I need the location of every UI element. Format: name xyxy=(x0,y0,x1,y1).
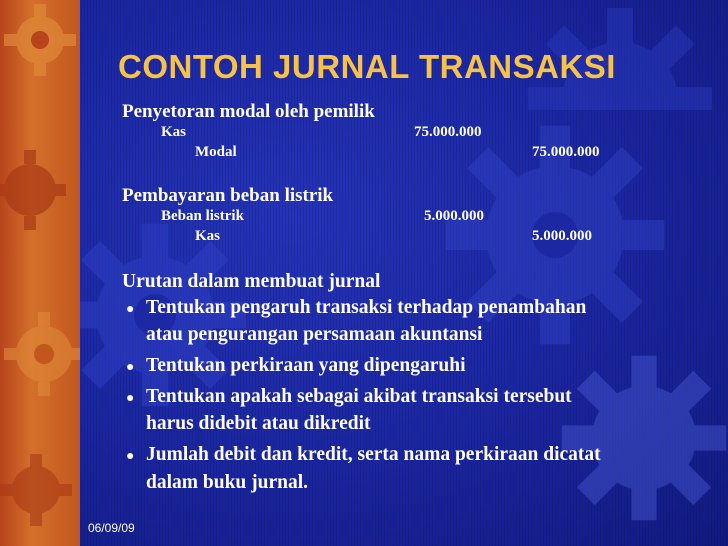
gear-icon xyxy=(0,290,80,420)
entry1-heading: Penyetoran modal oleh pemilik xyxy=(122,101,375,122)
entry2-debit-amount: 5.000.000 xyxy=(424,208,484,224)
gear-icon xyxy=(560,330,728,546)
step3-line1: Tentukan apakah sebagai akibat transaksi tersebut xyxy=(146,386,572,407)
slide-title: CONTOH JURNAL TRANSAKSI xyxy=(118,48,616,85)
bullet-icon: ● xyxy=(126,391,135,406)
entry2-heading: Pembayaran beban listrik xyxy=(122,185,334,206)
bullet-icon: ● xyxy=(126,360,135,375)
step1-line2: atau pengurangan persamaan akuntansi xyxy=(146,324,483,345)
entry2-debit-account: Beban listrik xyxy=(161,208,244,224)
entry2-credit-amount: 5.000.000 xyxy=(532,228,592,244)
gear-icon xyxy=(0,440,80,546)
entry1-credit-account: Modal xyxy=(195,144,237,160)
entry2-credit-account: Kas xyxy=(195,228,221,244)
step3-line2: harus didebit atau dikredit xyxy=(146,413,371,434)
step4-line2: dalam buku jurnal. xyxy=(146,472,309,493)
step4-line1: Jumlah debit dan kredit, serta nama perkiraan dicatat xyxy=(146,444,601,465)
bullet-icon: ● xyxy=(126,302,135,317)
gear-icon xyxy=(0,130,80,250)
left-decorative-strip xyxy=(0,0,80,546)
steps-heading: Urutan dalam membuat jurnal xyxy=(122,271,381,292)
entry1-credit-amount: 75.000.000 xyxy=(532,144,600,160)
entry1-debit-amount: 75.000.000 xyxy=(414,124,482,140)
footer-date: 06/09/09 xyxy=(88,521,135,535)
bullet-icon: ● xyxy=(126,449,135,464)
gear-icon xyxy=(0,0,80,120)
step2-line1: Tentukan perkiraan yang dipengaruhi xyxy=(146,355,466,376)
entry1-debit-account: Kas xyxy=(161,124,187,140)
step1-line1: Tentukan pengaruh transaksi terhadap penambahan xyxy=(146,297,587,318)
